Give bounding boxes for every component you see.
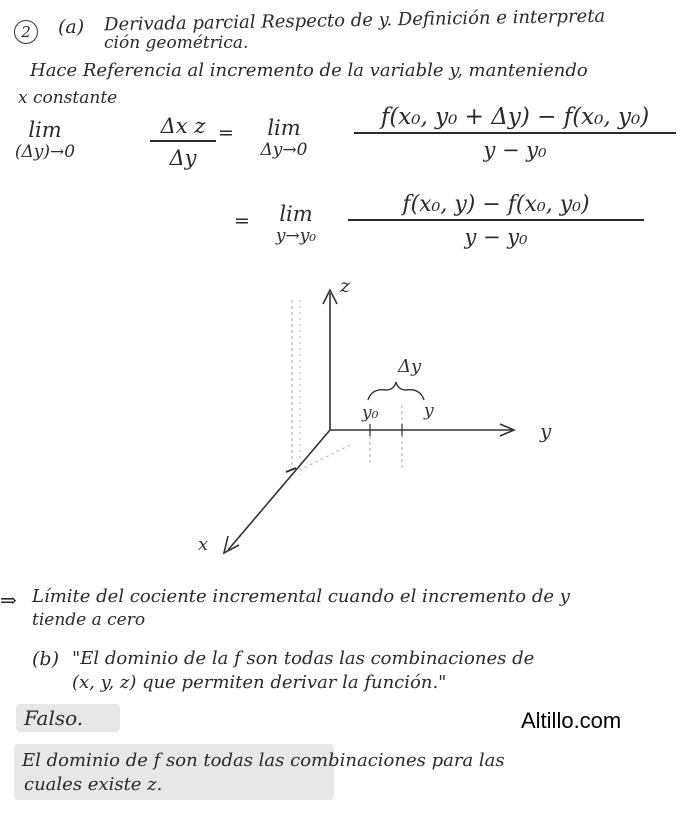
limit1-lim-word: lim <box>267 116 301 140</box>
guide-diagonal <box>300 445 350 470</box>
part-b-line-1: "El dominio de la f son todas las combinaciones de <box>72 648 535 669</box>
limit2-num: f(x₀, y) − f(x₀, y₀) <box>402 192 590 217</box>
limit1-den: y − y₀ <box>483 138 547 162</box>
part-b-label: (b) <box>32 648 59 670</box>
heading-line-1: Derivada parcial Respecto de y. Definición e interpreta <box>103 5 606 36</box>
x-axis <box>228 430 330 550</box>
limit1-num: f(x₀, y₀ + Δy) − f(x₀, y₀) <box>380 104 650 130</box>
limit2-fraction <box>348 192 644 249</box>
limit2-lim <box>256 202 336 246</box>
part-b-line-2: (x, y, z) que permiten derivar la función." <box>72 672 447 693</box>
x-axis-tick <box>286 468 296 472</box>
conclusion-line-2: tiende a cero <box>32 610 146 630</box>
part-a-label: (a) <box>58 16 85 38</box>
intro-line-1: Hace Referencia al incremento de la variable y, manteniendo <box>30 60 588 81</box>
limit1-left-lim-sub: (Δy)→0 <box>14 142 76 162</box>
limit1-lim-sub: Δy→0 <box>260 140 308 160</box>
y-axis-label: y <box>540 419 552 443</box>
heading-line-2: ción geométrica. <box>104 33 249 53</box>
watermark: Altillo.com <box>521 708 622 733</box>
limit1-bar <box>354 132 676 134</box>
limit1-quotient <box>150 114 216 170</box>
z-arrowhead <box>323 290 337 304</box>
limit2-den: y − y₀ <box>464 225 528 249</box>
limit1-lim <box>244 116 324 160</box>
limit1-quotient-den: Δy <box>169 146 197 170</box>
y0-tick-label: y₀ <box>362 403 379 423</box>
z-axis-label: z <box>340 275 351 297</box>
limit1-left-lim-word: lim <box>28 118 62 142</box>
limit1-quotient-num: Δx z <box>160 114 206 138</box>
y-arrowhead <box>500 424 514 436</box>
limit1-fraction <box>354 104 676 162</box>
limit2-bar <box>348 219 644 221</box>
limit1-left-lim <box>0 118 90 162</box>
conclusion-arrow: ⇒ <box>0 588 17 612</box>
limit1-equals: = <box>218 122 234 144</box>
limit2-lim-sub: y→y₀ <box>275 226 317 246</box>
delta-y-label: Δy <box>398 356 422 377</box>
conclusion-line-1: Límite del cociente incremental cuando el incremento de y <box>32 586 570 607</box>
intro-line-2: x constante <box>18 88 118 108</box>
limit1-quotient-bar <box>150 140 216 142</box>
x-arrowhead <box>224 536 239 553</box>
x-axis-label: x <box>198 534 209 555</box>
answer-verdict: Falso. <box>24 706 84 730</box>
delta-y-brace <box>368 382 424 400</box>
question-number: 2 <box>14 20 38 44</box>
answer-line-2: cuales existe z. <box>24 774 163 795</box>
y-tick-label: y <box>424 401 434 421</box>
limit2-equals: = <box>234 210 250 232</box>
limit2-lim-word: lim <box>279 202 313 226</box>
answer-line-1: El dominio de f son todas las combinaciones para las <box>22 750 505 771</box>
